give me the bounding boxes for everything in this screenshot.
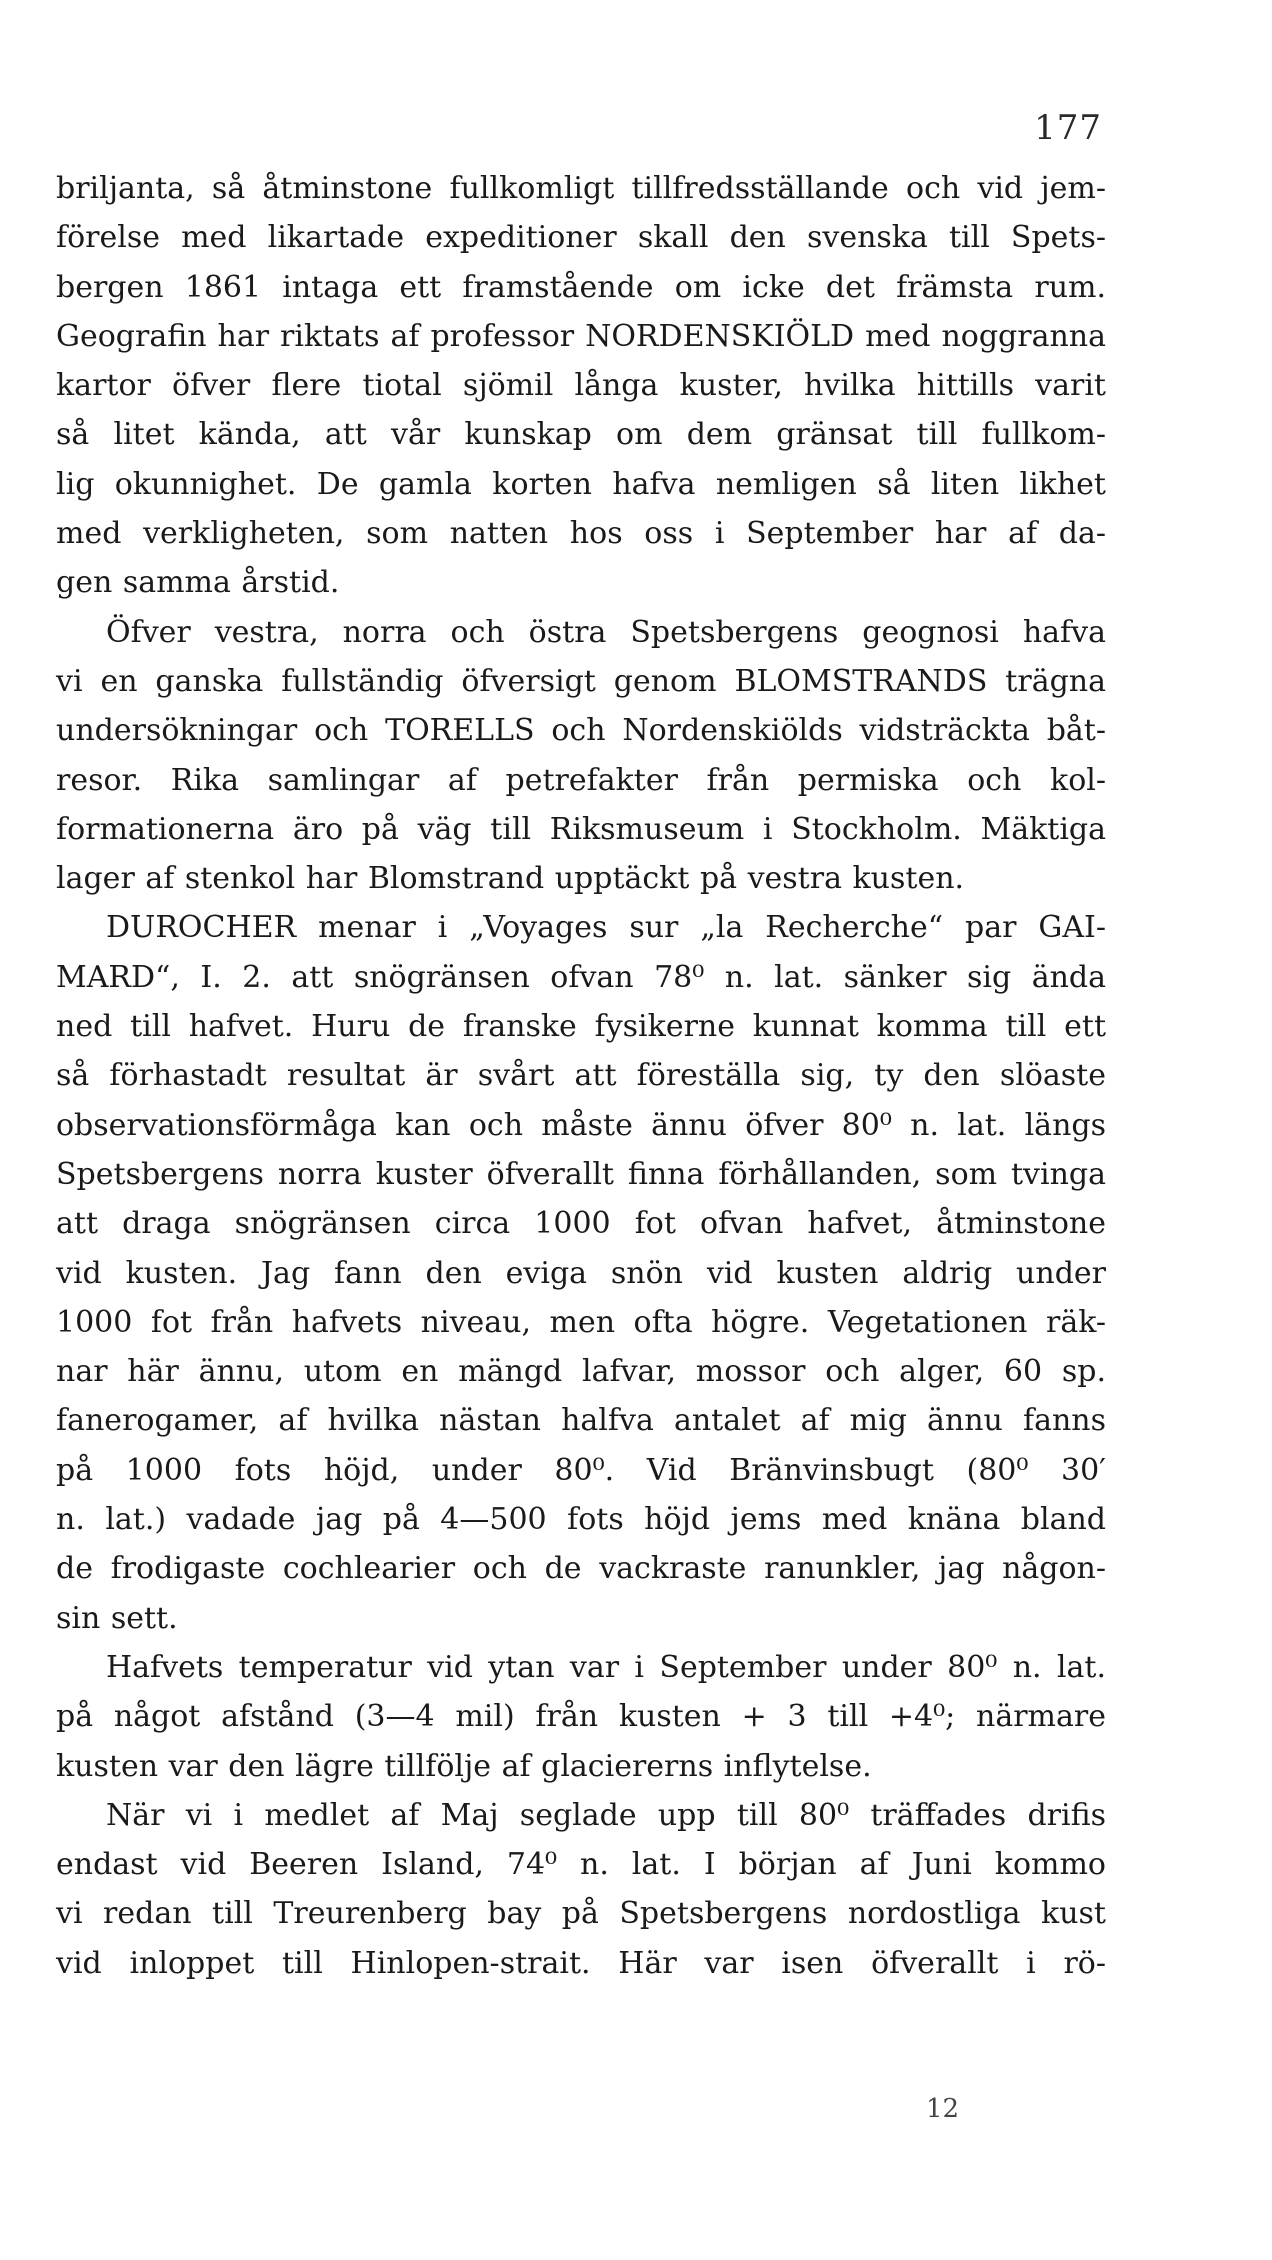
text-line: Öfver vestra, norra och östra Spetsbergens geognosi hafva: [106, 614, 1106, 650]
text-line: endast vid Beeren Island, 74⁰ n. lat. I början af Juni kommo: [56, 1847, 1106, 1883]
text-line: de frodigaste cochlearier och de vackraste ranunkler, jag någon-: [56, 1551, 1106, 1587]
text-line: lager af stenkol har Blomstrand upptäckt på vestra kusten.: [56, 861, 965, 897]
text-line: lig okunnighet. De gamla korten hafva nemligen så liten likhet: [56, 466, 1106, 502]
signature-mark: 12: [926, 2094, 960, 2124]
text-line: DUROCHER menar i „Voyages sur „la Recherche“ par GAI-: [106, 910, 1106, 946]
text-line: n. lat.) vadade jag på 4—500 fots höjd jems med knäna bland: [56, 1502, 1106, 1538]
text-line: formationerna äro på väg till Riksmuseum i Stockholm. Mäktiga: [56, 811, 1106, 847]
text-line: gen samma årstid.: [56, 565, 340, 601]
text-line: förelse med likartade expeditioner skall den svenska till Spets-: [56, 220, 1106, 256]
text-line: MARD“, I. 2. att snögränsen ofvan 78⁰ n. lat. sänker sig ända: [56, 959, 1106, 995]
text-line: bergen 1861 intaga ett framstående om icke det främsta rum.: [56, 269, 1106, 305]
text-line: Hafvets temperatur vid ytan var i September under 80⁰ n. lat.: [106, 1649, 1106, 1685]
text-line: kartor öfver flere tiotal sjömil långa kuster, hvilka hittills varit: [56, 368, 1106, 404]
text-line: så förhastadt resultat är svårt att föreställa sig, ty den slöaste: [56, 1058, 1106, 1094]
text-line: vid inloppet till Hinlopen-strait. Här var isen öfverallt i rö-: [56, 1945, 1106, 1981]
text-line: på 1000 fots höjd, under 80⁰. Vid Bränvinsbugt (80⁰ 30′: [56, 1452, 1106, 1488]
text-line: på något afstånd (3—4 mil) från kusten + 3 till +4⁰; närmare: [56, 1699, 1106, 1735]
text-line: 1000 fot från hafvets niveau, men ofta högre. Vegetationen räk-: [56, 1304, 1106, 1340]
text-line: att draga snögränsen circa 1000 fot ofvan hafvet, åtminstone: [56, 1206, 1106, 1242]
text-line: briljanta, så åtminstone fullkomligt tillfredsställande och vid jem-: [56, 171, 1106, 206]
text-line: När vi i medlet af Maj seglade upp till 80⁰ träffades drifis: [106, 1797, 1106, 1833]
text-line: vi redan till Treurenberg bay på Spetsbergens nordostliga kust: [56, 1896, 1106, 1932]
body-text: [56, 164, 1106, 1988]
text-line: vi en ganska fullständig öfversigt genom BLOMSTRANDS trägna: [56, 663, 1106, 699]
text-line: så litet kända, att vår kunskap om dem gränsat till fullkom-: [56, 417, 1106, 453]
text-line: fanerogamer, af hvilka nästan halfva antalet af mig ännu fanns: [56, 1403, 1106, 1439]
text-line: ned till hafvet. Huru de franske fysikerne kunnat komma till ett: [56, 1009, 1106, 1045]
text-line: Geografin har riktats af professor NORDENSKIÖLD med noggranna: [56, 318, 1106, 354]
text-line: observationsförmåga kan och måste ännu öfver 80⁰ n. lat. längs: [56, 1107, 1106, 1143]
text-line: undersökningar och TORELLS och Nordenskiölds vidsträckta båt-: [56, 713, 1106, 749]
text-line: resor. Rika samlingar af petrefakter från permiska och kol-: [56, 762, 1106, 798]
text-line: kusten var den lägre tillfölje af glaciererns inflytelse.: [56, 1748, 872, 1784]
text-line: vid kusten. Jag fann den eviga snön vid kusten aldrig under: [56, 1255, 1106, 1291]
text-line: Spetsbergens norra kuster öfverallt finna förhållanden, som tvinga: [56, 1156, 1106, 1192]
page-number: 177: [1034, 108, 1102, 148]
text-line: nar här ännu, utom en mängd lafvar, mossor och alger, 60 sp.: [56, 1354, 1106, 1390]
text-line: med verkligheten, som natten hos oss i September har af da-: [56, 516, 1106, 552]
text-line: sin sett.: [56, 1600, 178, 1636]
